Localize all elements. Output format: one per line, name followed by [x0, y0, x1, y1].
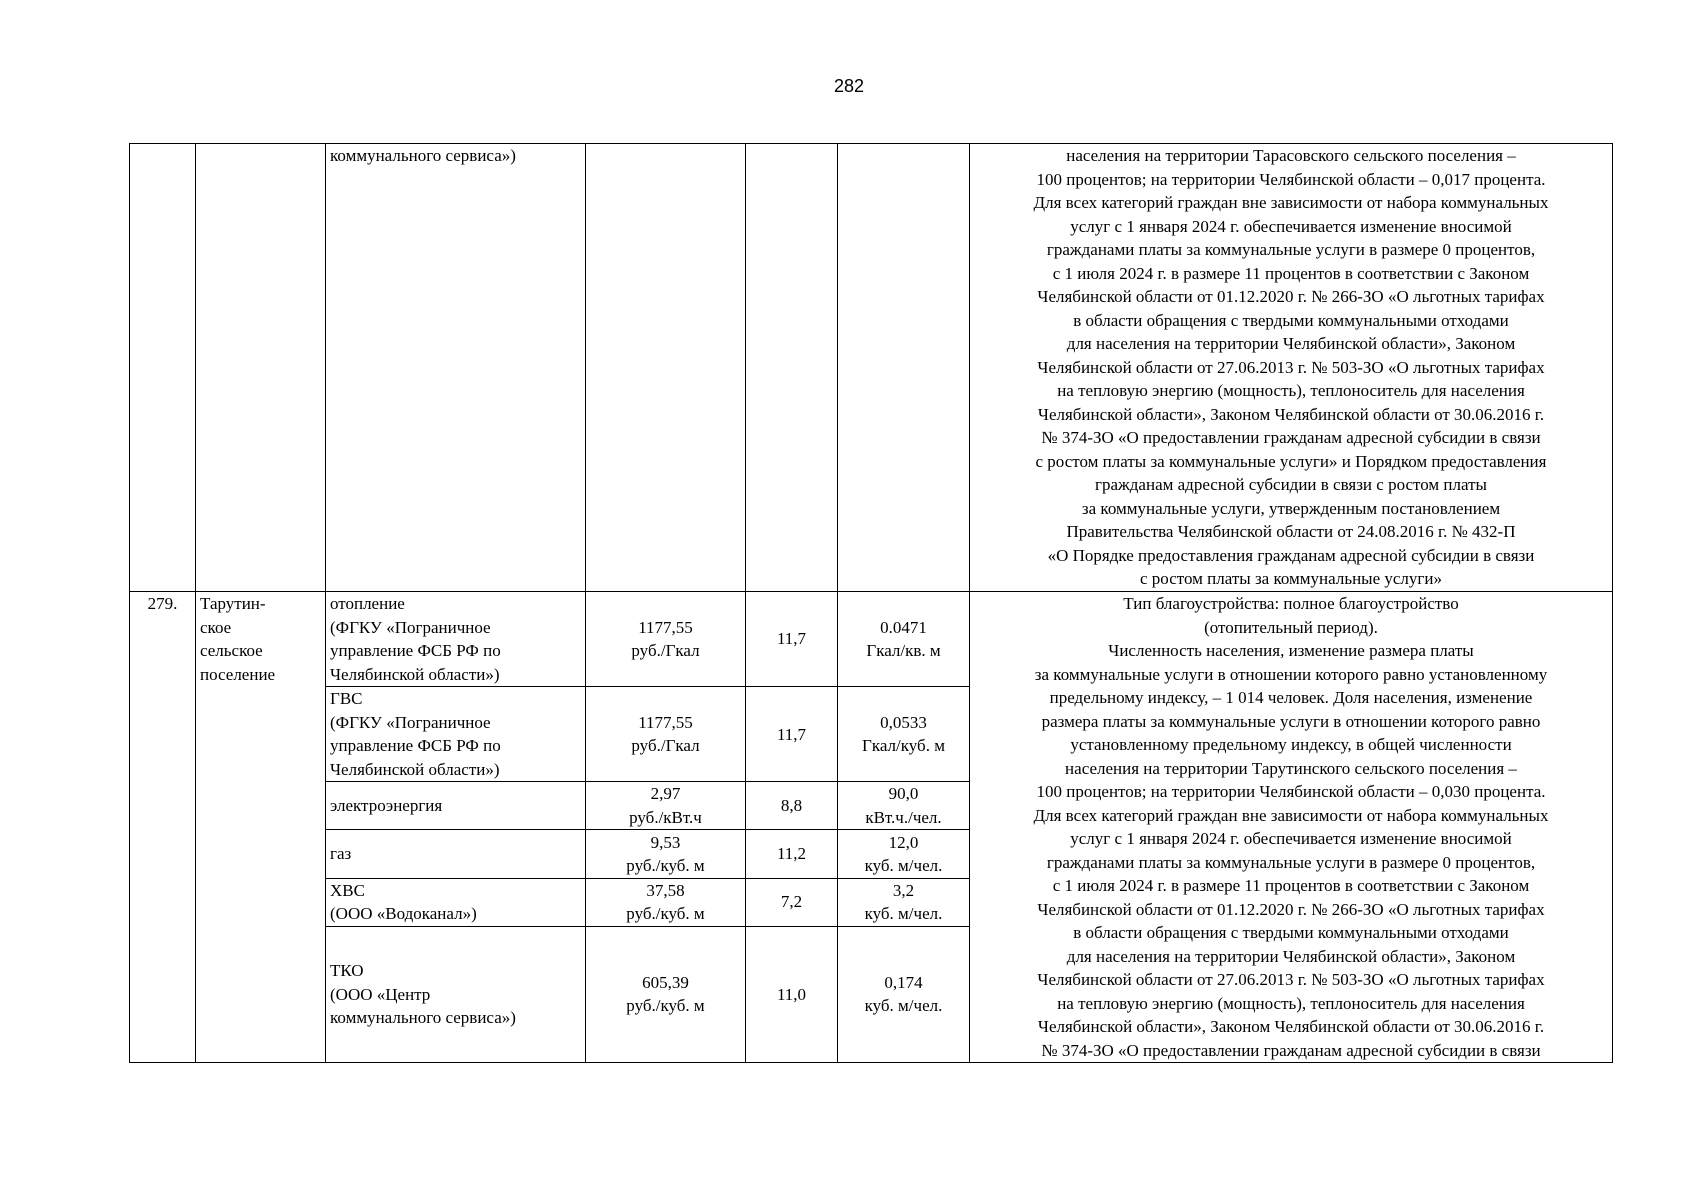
description-cell [970, 144, 1613, 592]
description-line: в области обращения с твердыми коммунальными отходами [1073, 923, 1509, 942]
description-line: Для всех категорий граждан вне зависимости от набора коммунальных [1033, 193, 1549, 212]
index-cell [746, 144, 838, 592]
consumption-volume: 0,174 куб. м/чел. [838, 926, 970, 1062]
index-value: 11,7 [746, 687, 838, 782]
description-line: с ростом платы за коммунальные услуги» [1140, 569, 1442, 588]
index-value: 7,2 [746, 878, 838, 926]
consumption-volume: 12,0 куб. м/чел. [838, 830, 970, 878]
settlement-line: сельское [200, 641, 263, 660]
settlement-name [196, 592, 326, 1063]
description-line: размера платы за коммунальные услуги в отношении которого равно [1041, 711, 1541, 731]
description-line: № 374-ЗО «О предоставлении гражданам адресной субсидии в связи [1041, 428, 1541, 447]
description-line: гражданами платы за коммунальные услуги в размере 0 процентов, [1046, 852, 1536, 872]
settlement-cell [196, 144, 326, 592]
service-row-heating [130, 592, 1613, 687]
service-name: электроэнергия [326, 782, 586, 830]
volume-cell [838, 144, 970, 592]
description-line: № 374-ЗО «О предоставлении гражданам адресной субсидии в связи [1041, 1040, 1541, 1060]
description-line: Тип благоустройства: полное благоустройство [1123, 594, 1459, 613]
settlement-line: ское [200, 617, 232, 637]
consumption-volume: 90,0 кВт.ч./чел. [838, 782, 970, 830]
description-line: с 1 июля 2024 г. в размере 11 процентов в соответствии с Законом [1052, 263, 1530, 283]
entry-number: 279. [130, 592, 196, 1063]
page-number: 282 [833, 76, 865, 96]
service-name: отопление (ФГКУ «Пограничное управление ФСБ РФ по Челябинской области») [326, 592, 586, 687]
description-line: на тепловую энергию (мощность), теплоноситель для населения [1057, 381, 1525, 400]
settlement-line: Тарутин- [200, 594, 266, 613]
tariff: 2,97 руб./кВт.ч [586, 782, 746, 830]
description-line: Челябинской области от 01.12.2020 г. № 266-ЗО «О льготных тарифах [1037, 287, 1545, 306]
index-value: 8,8 [746, 782, 838, 830]
index-value: 11,2 [746, 830, 838, 878]
service-name-line: коммунального сервиса») [330, 146, 516, 165]
description-line: Челябинской области от 27.06.2013 г. № 503-ЗО «О льготных тарифах [1037, 970, 1545, 989]
description-line: «О Порядке предоставления гражданам адресной субсидии в связи [1047, 545, 1535, 565]
tariff: 1177,55 руб./Гкал [586, 592, 746, 687]
description-line: с ростом платы за коммунальные услуги» и Порядком предоставления [1035, 451, 1547, 471]
description-line: в области обращения с твердыми коммунальными отходами [1073, 310, 1509, 330]
description-line: Челябинской области», Законом Челябинской области от 30.06.2016 г. [1037, 404, 1545, 424]
service-name: газ [326, 830, 586, 878]
index-value: 11,7 [746, 592, 838, 687]
description-line: за коммунальные услуги в отношении которого равно установленному [1034, 664, 1548, 684]
description-line: 100 процентов; на территории Челябинской области – 0,017 процента. [1036, 169, 1546, 189]
tariff: 605,39 руб./куб. м [586, 926, 746, 1062]
description-line: на тепловую энергию (мощность), теплоноситель для населения [1057, 993, 1525, 1013]
consumption-volume: 0,0533 Гкал/куб. м [838, 687, 970, 782]
description-line: 100 процентов; на территории Челябинской области – 0,030 процента. [1036, 782, 1546, 801]
settlement-line: поселение [200, 664, 276, 684]
service-name: ГВС (ФГКУ «Пограничное управление ФСБ РФ по Челябинской области») [326, 687, 586, 782]
description-line: Челябинской области от 01.12.2020 г. № 266-ЗО «О льготных тарифах [1037, 899, 1545, 919]
service-name: ХВС (ООО «Водоканал») [326, 878, 586, 926]
description-line: Для всех категорий граждан вне зависимости от набора коммунальных [1033, 805, 1549, 825]
description-line: (отопительный период). [1204, 617, 1378, 637]
tariff: 37,58 руб./куб. м [586, 878, 746, 926]
description-line: для населения на территории Челябинской области», Законом [1066, 334, 1516, 353]
tariff-cell [586, 144, 746, 592]
description-line: населения на территории Тарутинского сельского поселения – [1065, 758, 1517, 778]
index-value: 11,0 [746, 926, 838, 1062]
consumption-volume: 0.0471 Гкал/кв. м [838, 592, 970, 687]
description-line: гражданами платы за коммунальные услуги в размере 0 процентов, [1046, 240, 1536, 259]
description-line: с 1 июля 2024 г. в размере 11 процентов в соответствии с Законом [1052, 876, 1530, 895]
description-line: населения на территории Тарасовского сельского поселения – [1066, 146, 1516, 165]
tariff-table [129, 143, 1613, 1063]
continuation-row [130, 144, 1613, 592]
description-line: услуг с 1 января 2024 г. обеспечивается изменение вносимой [1070, 829, 1512, 848]
description-line: предельному индексу, – 1 014 человек. Доля населения, изменение [1049, 688, 1533, 707]
tariff: 9,53 руб./куб. м [586, 830, 746, 878]
description-line: за коммунальные услуги, утвержденным постановлением [1081, 498, 1501, 518]
service-name: ТКО (ООО «Центр коммунального сервиса») [326, 926, 586, 1062]
description-line: Челябинской области», Законом Челябинской области от 30.06.2016 г. [1037, 1017, 1545, 1036]
description-line: установленному предельному индексу, в общей численности [1070, 735, 1512, 754]
consumption-volume: 3,2 куб. м/чел. [838, 878, 970, 926]
number-cell [130, 144, 196, 592]
description-line: Правительства Челябинской области от 24.08.2016 г. № 432-П [1066, 522, 1516, 541]
description-line: Численность населения, изменение размера платы [1108, 641, 1474, 660]
description-line: услуг с 1 января 2024 г. обеспечивается изменение вносимой [1070, 216, 1512, 236]
tariff: 1177,55 руб./Гкал [586, 687, 746, 782]
description-cell [970, 592, 1613, 1063]
description-line: Челябинской области от 27.06.2013 г. № 503-ЗО «О льготных тарифах [1037, 357, 1545, 377]
description-line: гражданам адресной субсидии в связи с ростом платы [1095, 475, 1487, 494]
description-line: для населения на территории Челябинской области», Законом [1066, 946, 1516, 966]
service-cell [326, 144, 586, 592]
